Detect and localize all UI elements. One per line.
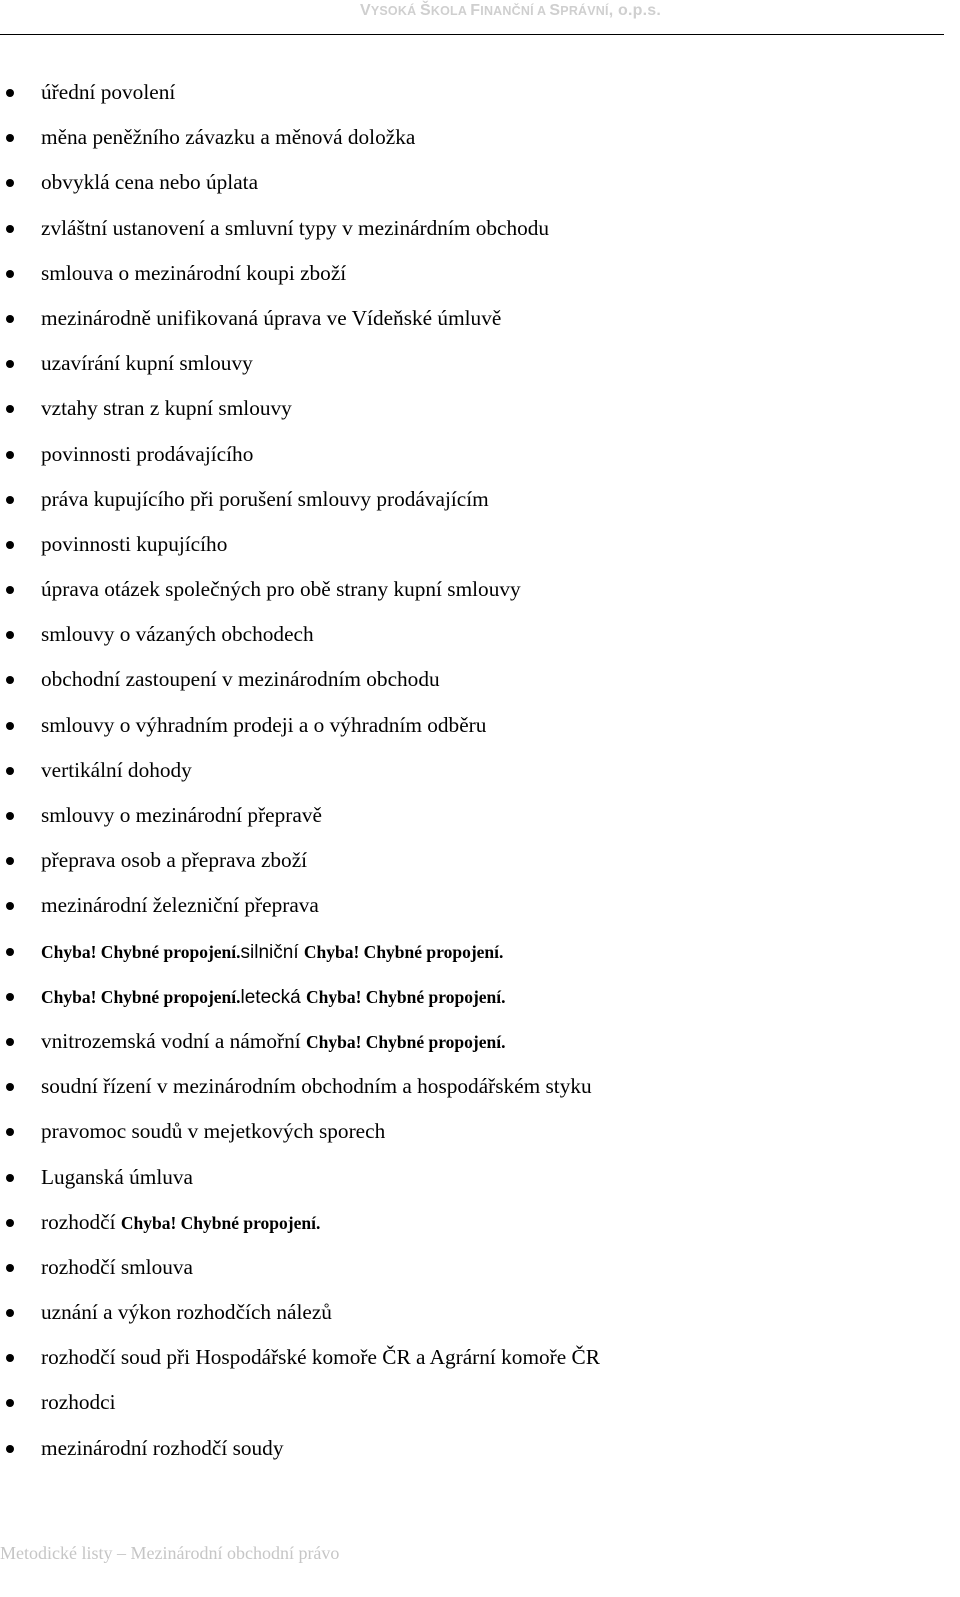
header-title [360,2,661,20]
item-text-segment: uzavírání kupní smlouvy [41,351,253,376]
broken-link-text: Chyba! Chybné propojení. [120,1212,321,1233]
header-title-part: YSOKÁ [370,4,420,18]
item-text-segment: úprava otázek společných pro obě strany kupní smlouvy [41,577,521,602]
bullet-icon [6,496,14,504]
bullet-icon [6,179,14,187]
bullet-icon [6,134,14,142]
list-item-text [41,929,503,975]
item-text-segment: přeprava osob a přeprava zboží [41,848,308,873]
list-item-text [41,1109,385,1154]
item-text-segment: vztahy stran z kupní smlouvy [41,396,292,421]
item-text-segment: smlouva o mezinárodní koupi zboží [41,260,347,285]
list-item-text [41,883,319,928]
bullet-icon [6,315,14,323]
broken-link-text: Chyba! Chybné propojení. [41,941,241,962]
bullet-icon [6,405,14,413]
item-text-segment: rozhodčí [41,1209,121,1234]
list-item-text [41,1019,505,1065]
item-text-segment: letecká [240,986,306,1008]
page-header [0,0,944,35]
list-item-text [41,341,253,386]
list-item-text [41,793,322,838]
list-item-text [41,657,440,702]
item-text-segment: práva kupujícího při porušení smlouvy prodávajícím [41,486,489,511]
list-item-text [41,838,307,883]
item-text-segment: pravomoc soudů v mejetkových sporech [41,1119,386,1144]
header-title-part: F [470,2,481,19]
item-text-segment: rozhodčí smlouva [41,1254,194,1279]
bullet-icon [6,270,14,278]
item-text-segment: smlouvy o mezinárodní přepravě [41,803,322,827]
bullet-icon [6,360,14,368]
list-item-text [41,1064,592,1109]
list-item-text [41,160,258,205]
bullet-icon [6,1038,14,1046]
item-text-segment: zvláštní ustanovení a smluvní typy v mezinárdním obchodu [41,215,550,240]
list-item-text [41,748,192,793]
bullet-icon [6,1083,14,1091]
bullet-icon [6,225,14,233]
list-item-text [41,1380,116,1425]
bullet-icon [6,1445,14,1453]
bullet-icon [6,902,14,910]
bullet-icon [6,812,14,820]
header-title-part: Š [419,2,431,19]
item-text-segment: smlouvy o vázaných obchodech [41,622,314,647]
list-item-text [41,432,253,477]
bullet-icon [6,451,14,459]
list-item-text [41,567,521,612]
item-text-segment: rozhodčí soud při Hospodářské komoře ČR a Agrární komoře ČR [41,1345,600,1370]
bullet-icon [6,767,14,775]
list-item-text [41,115,415,160]
item-text-segment: soudní řízení v mezinárodním obchodním a hospodářském styku [41,1074,592,1099]
bullet-icon [6,948,14,956]
list-item-text [41,386,292,431]
list-item-text [41,612,314,657]
item-text-segment: silniční [240,941,304,963]
item-text-segment: obvyklá cena nebo úplata [41,170,259,195]
item-text-segment: vnitrozemská vodní a námořní [41,1028,306,1053]
broken-link-text: Chyba! Chybné propojení. [306,986,506,1007]
bullet-icon [6,857,14,865]
list-item-text [41,1155,193,1200]
header-title-part: S [549,2,561,19]
item-text-segment: mezinárodně unifikovaná úprava ve Vídeňské úmluvě [41,305,502,330]
bullet-icon [6,1264,14,1272]
list-item-text [41,1290,332,1335]
item-text-segment: Luganská úmluva [41,1164,194,1189]
list-item-text [41,1335,600,1380]
bullet-icon [6,1128,14,1136]
header-title-part: , o.p.s. [608,2,661,19]
broken-link-text: Chyba! Chybné propojení. [305,1031,506,1052]
item-text-segment: úřední povolení [41,80,176,104]
list-item-text [41,703,486,748]
bullet-icon [6,1399,14,1407]
bullet-icon [6,722,14,730]
list-item-text [41,206,549,251]
item-text-segment: měna peněžního závazku a měnová doložka [41,125,416,150]
bullet-icon [6,1219,14,1227]
header-title-part: KOLA [430,4,471,18]
list-item-text [41,296,501,341]
list-item-text [41,1245,193,1290]
header-title-part: INANČNÍ A [480,4,550,18]
item-text-segment: vertikální dohody [41,757,192,782]
item-text-segment: povinnosti kupujícího [41,531,228,556]
list-item-text [41,522,227,567]
page-footer: Metodické listy – Mezinárodní obchodní právo [0,1543,340,1563]
bullet-icon [6,993,14,1001]
list-item-text [41,251,346,296]
header-title-part: V [359,2,371,19]
item-text-segment: povinnosti prodávajícího [41,441,254,466]
item-text-segment: mezinárodní rozhodčí soudy [41,1435,284,1460]
item-text-segment: mezinárodní železniční přeprava [41,893,319,918]
header-title-part: PRÁVNÍ [560,4,609,18]
item-text-segment: uznání a výkon rozhodčích nálezů [41,1300,332,1325]
bullet-icon [6,631,14,639]
list-item-text [41,1200,320,1246]
item-text-segment: rozhodci [41,1390,116,1415]
list-item-text [41,974,506,1020]
bullet-icon [6,586,14,594]
list-item-text [41,1426,283,1471]
bullet-icon [6,89,14,97]
bullet-icon [6,541,14,549]
broken-link-text: Chyba! Chybné propojení. [41,986,241,1007]
list-item-text [41,477,489,522]
bullet-icon [6,1354,14,1362]
bullet-icon [6,676,14,684]
item-text-segment: smlouvy o výhradním prodeji a o výhradním odběru [41,712,487,737]
bullet-icon [6,1174,14,1182]
broken-link-text: Chyba! Chybné propojení. [303,941,504,962]
list-item-text [41,70,175,115]
bullet-icon [6,1309,14,1317]
item-text-segment: obchodní zastoupení v mezinárodním obchodu [41,667,440,692]
